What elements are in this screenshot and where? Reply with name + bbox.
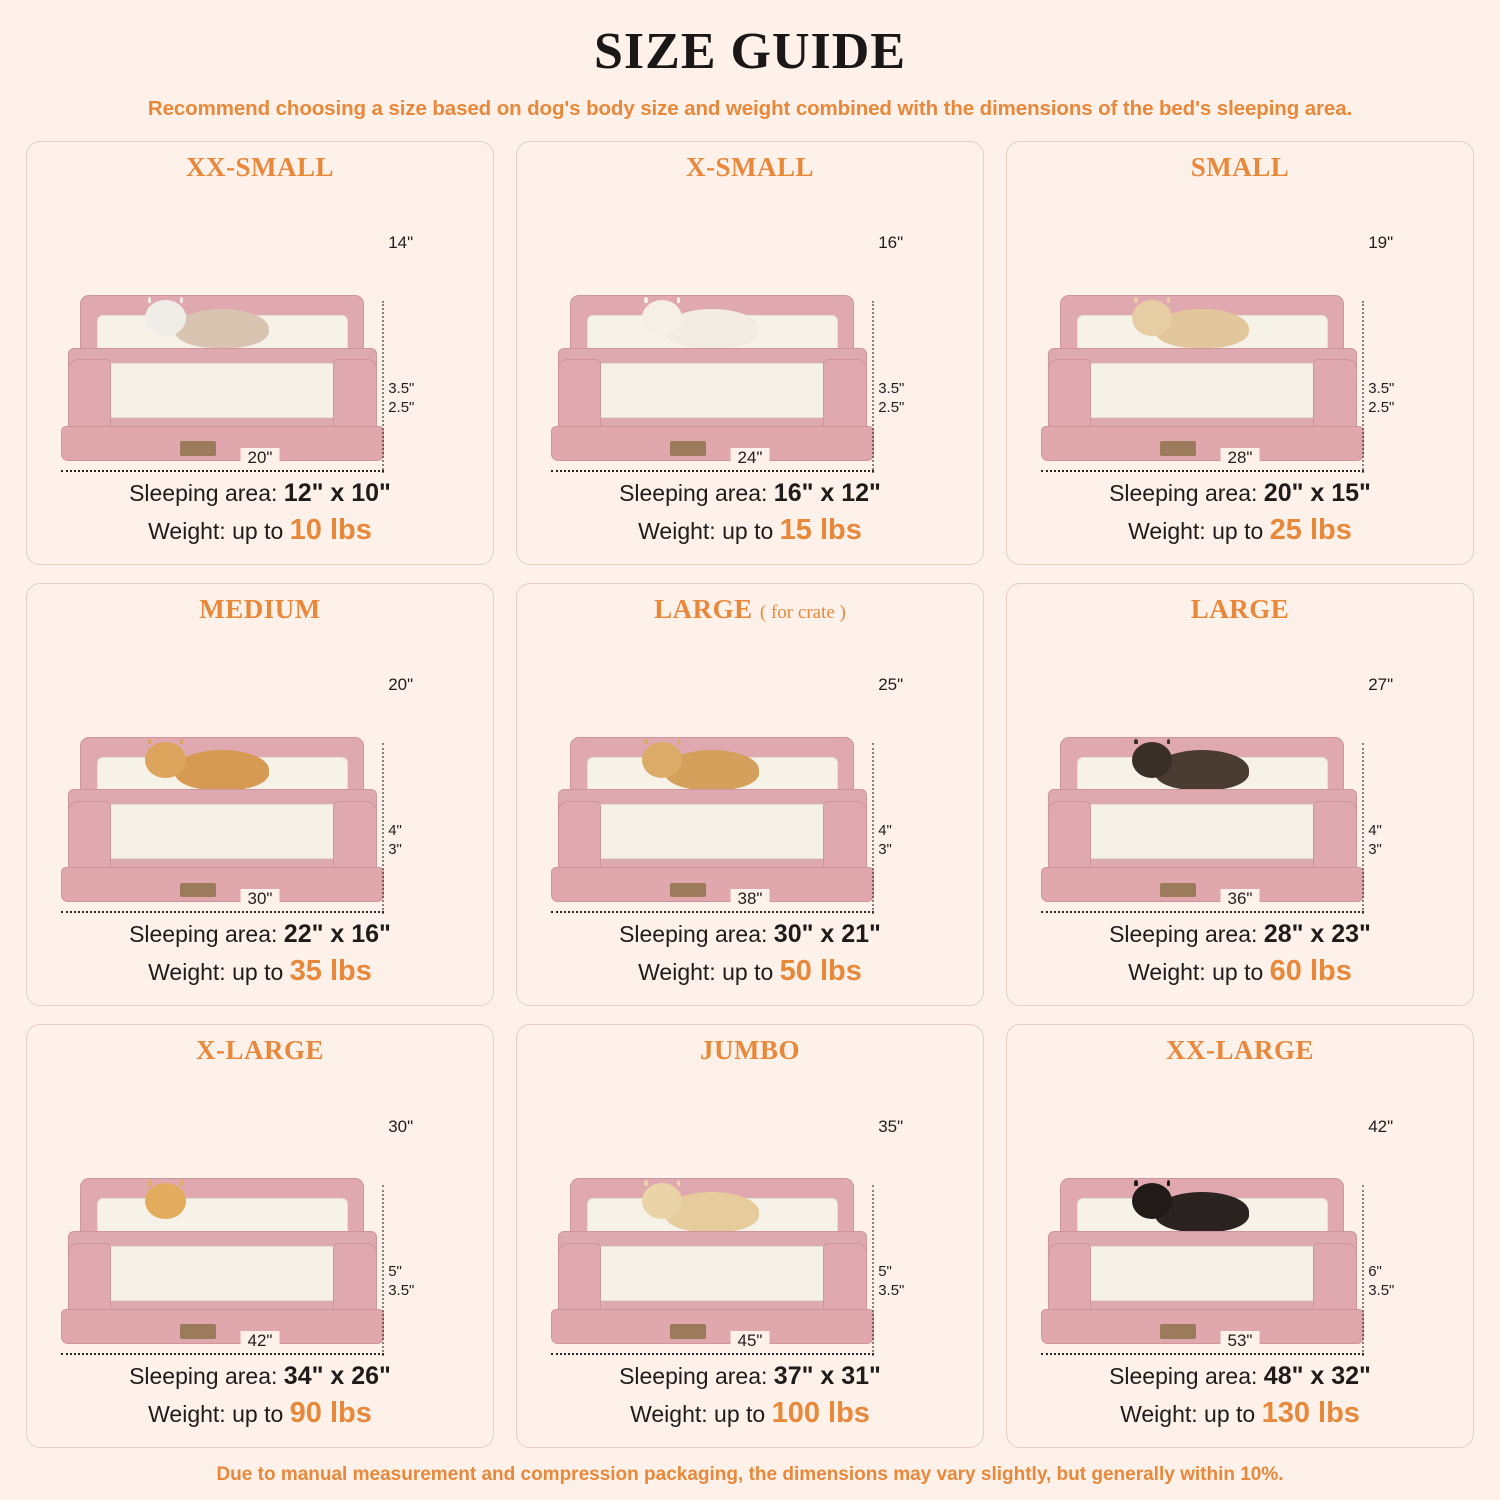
- size-card-title: [1166, 1035, 1314, 1066]
- sleeping-area-label: Sleeping area:: [129, 1363, 278, 1390]
- weight-label: Weight:: [148, 959, 226, 986]
- bed-bolster-right: [823, 359, 867, 434]
- weight-up-to: up to: [722, 959, 774, 986]
- size-card: [1006, 141, 1474, 565]
- pet-head: [145, 1183, 185, 1219]
- bolster-height-dimension: 3.5": [1368, 379, 1395, 397]
- depth-dimension: 30": [388, 1116, 414, 1136]
- bed-bolster-right: [1313, 801, 1357, 876]
- base-height-dimension: 3.5": [878, 1282, 905, 1300]
- brand-tag: [1160, 883, 1195, 898]
- weight-label: Weight:: [638, 959, 716, 986]
- bolster-height-dimension: 4": [878, 821, 892, 839]
- footer-note: Due to manual measurement and compression packaging, the dimensions may vary slightly, but generally within 10%.: [216, 1464, 1284, 1485]
- size-card-title: [196, 1035, 324, 1066]
- weight-value: 90 lbs: [289, 1396, 372, 1429]
- sleeping-area-label: Sleeping area:: [619, 479, 768, 506]
- depth-dimension: 14": [388, 233, 414, 253]
- pet-ear-right: [677, 1180, 680, 1186]
- size-card-title: [654, 594, 846, 625]
- width-dimension: 24": [731, 448, 770, 468]
- sleeping-area-line: [1019, 918, 1461, 952]
- dimension-guide-line: [1362, 1185, 1364, 1356]
- weight-value: 15 lbs: [779, 513, 862, 546]
- dimension-guide-line: [872, 743, 874, 914]
- width-dimension-line: [1041, 470, 1364, 473]
- base-height-dimension: 3.5": [1368, 1282, 1395, 1300]
- weight-label: Weight:: [1128, 959, 1206, 986]
- bolster-height-dimension: 6": [1368, 1263, 1382, 1281]
- size-card: [26, 141, 494, 565]
- weight-line: [39, 952, 481, 991]
- depth-dimension: 19": [1368, 233, 1394, 253]
- size-card-title: [686, 152, 814, 183]
- dog-bed-graphic: [551, 1178, 874, 1344]
- pet-ear-right: [677, 297, 680, 303]
- bolster-height-dimension: 4": [1368, 821, 1382, 839]
- sleeping-area-line: [1019, 1360, 1461, 1394]
- width-dimension-line: [61, 1353, 384, 1356]
- dimension-annotations: [1368, 231, 1452, 420]
- bed-base: [61, 867, 384, 902]
- bed-mattress: [106, 363, 338, 418]
- sleeping-area-value: 12" x 10": [283, 478, 391, 507]
- bed-mattress: [596, 363, 828, 418]
- pet-ear-right: [180, 1180, 183, 1186]
- bed-base: [1041, 867, 1364, 902]
- bed-bolster-right: [1313, 359, 1357, 434]
- weight-value: 130 lbs: [1261, 1396, 1360, 1429]
- depth-dimension: 42": [1368, 1116, 1394, 1136]
- brand-tag: [180, 1324, 215, 1339]
- sleeping-area-line: [529, 1360, 971, 1394]
- weight-line: [1019, 1394, 1461, 1433]
- size-name: X-LARGE: [195, 1035, 324, 1066]
- size-name: XX-LARGE: [1165, 1035, 1314, 1066]
- brand-tag: [670, 883, 705, 898]
- weight-line: [39, 1394, 481, 1433]
- pet-head: [145, 300, 185, 336]
- width-dimension-line: [551, 470, 874, 473]
- width-dimension: 30": [241, 889, 280, 909]
- size-specs: [529, 918, 971, 991]
- weight-label: Weight:: [148, 1400, 226, 1427]
- pet-ear-left: [148, 1180, 151, 1186]
- dimension-annotations: [878, 231, 962, 420]
- size-specs: [1019, 918, 1461, 991]
- page-subtitle: Recommend choosing a size based on dog's body size and weight combined with the dimensions of the bed's sleeping area.: [147, 97, 1353, 120]
- base-height-dimension: 3": [1368, 840, 1382, 858]
- dimension-annotations: [1368, 672, 1452, 861]
- weight-line: [1019, 952, 1461, 991]
- pet-ear-left: [1134, 739, 1137, 745]
- bed-bolster-left: [558, 801, 602, 876]
- weight-up-to: up to: [232, 959, 284, 986]
- bed-illustration: [39, 185, 481, 471]
- weight-value: 100 lbs: [771, 1396, 870, 1429]
- width-dimension-line: [61, 470, 384, 473]
- width-dimension: 42": [241, 1331, 280, 1351]
- bed-bolster-left: [558, 359, 602, 434]
- size-specs: [1019, 1360, 1461, 1433]
- pet-head: [642, 300, 682, 336]
- brand-tag: [1160, 441, 1195, 456]
- bed-base: [551, 426, 874, 461]
- sleeping-area-label: Sleeping area:: [619, 921, 768, 948]
- size-specs: [39, 918, 481, 991]
- weight-line: [529, 952, 971, 991]
- bed-bolster-right: [333, 801, 377, 876]
- size-card-grid: [26, 141, 1474, 1448]
- brand-tag: [670, 441, 705, 456]
- bed-illustration: [1019, 185, 1461, 471]
- bed-base: [61, 426, 384, 461]
- bed-bolster-right: [333, 359, 377, 434]
- pet-head: [145, 742, 185, 778]
- sleeping-area-line: [39, 918, 481, 952]
- sleeping-area-value: 48" x 32": [1263, 1362, 1371, 1391]
- dimension-annotations: [878, 672, 962, 861]
- dimension-guide-line: [382, 743, 384, 914]
- weight-value: 60 lbs: [1269, 955, 1352, 988]
- width-dimension-line: [61, 911, 384, 914]
- width-dimension-line: [551, 911, 874, 914]
- sleeping-area-value: 22" x 16": [283, 920, 391, 949]
- weight-up-to: up to: [1204, 1400, 1256, 1427]
- size-name: LARGE: [654, 593, 753, 624]
- depth-dimension: 27": [1368, 674, 1394, 694]
- sleeping-area-value: 16" x 12": [773, 478, 881, 507]
- bed-illustration: [529, 627, 971, 913]
- sleeping-area-label: Sleeping area:: [619, 1363, 768, 1390]
- bed-base: [61, 1309, 384, 1344]
- size-card: [516, 141, 984, 565]
- weight-label: Weight:: [630, 1400, 708, 1427]
- bed-bolster-left: [1048, 801, 1092, 876]
- pet-head: [642, 742, 682, 778]
- sleeping-area-value: 34" x 26": [283, 1362, 391, 1391]
- sleeping-area-line: [529, 918, 971, 952]
- weight-up-to: up to: [722, 517, 774, 544]
- width-dimension: 20": [241, 448, 280, 468]
- size-name: X-SMALL: [685, 152, 814, 182]
- dimension-annotations: [1368, 1114, 1452, 1303]
- dog-bed-graphic: [1041, 295, 1364, 461]
- weight-up-to: up to: [232, 1400, 284, 1427]
- bed-base: [1041, 1309, 1364, 1344]
- size-name: JUMBO: [700, 1035, 800, 1066]
- depth-dimension: 35": [878, 1116, 904, 1136]
- sleeping-area-line: [1019, 477, 1461, 511]
- weight-line: [529, 1394, 971, 1433]
- sleeping-area-value: 30" x 21": [773, 920, 881, 949]
- width-dimension-line: [551, 1353, 874, 1356]
- width-dimension: 36": [1221, 889, 1260, 909]
- bolster-height-dimension: 3.5": [388, 379, 415, 397]
- bolster-height-dimension: 5": [878, 1263, 892, 1281]
- sleeping-area-line: [529, 477, 971, 511]
- base-height-dimension: 3.5": [388, 1282, 415, 1300]
- pet-ear-right: [1167, 739, 1170, 745]
- bed-mattress: [1086, 363, 1318, 418]
- bed-mattress: [596, 804, 828, 859]
- pet-ear-left: [148, 297, 151, 303]
- base-height-dimension: 3": [388, 840, 402, 858]
- size-card: [1006, 1024, 1474, 1448]
- weight-value: 25 lbs: [1269, 513, 1352, 546]
- bed-bolster-left: [1048, 359, 1092, 434]
- weight-label: Weight:: [1120, 1400, 1198, 1427]
- dog-bed-graphic: [1041, 737, 1364, 903]
- bed-bolster-right: [1313, 1243, 1357, 1318]
- weight-line: [529, 511, 971, 550]
- bed-bolster-left: [558, 1243, 602, 1318]
- pet-ear-left: [644, 1180, 647, 1186]
- bed-illustration: [39, 1068, 481, 1354]
- brand-tag: [180, 883, 215, 898]
- dog-bed-graphic: [61, 737, 384, 903]
- sleeping-area-value: 28" x 23": [1263, 920, 1371, 949]
- width-dimension-line: [1041, 1353, 1364, 1356]
- pet-head: [1132, 300, 1172, 336]
- size-specs: [39, 477, 481, 550]
- bed-illustration: [1019, 627, 1461, 913]
- weight-value: 50 lbs: [779, 955, 862, 988]
- size-card-title: [1191, 152, 1290, 183]
- bed-bolster-right: [823, 801, 867, 876]
- weight-value: 10 lbs: [289, 513, 372, 546]
- width-dimension: 53": [1221, 1331, 1260, 1351]
- pet-ear-right: [180, 297, 183, 303]
- dog-bed-graphic: [1041, 1178, 1364, 1344]
- bed-mattress: [1086, 804, 1318, 859]
- brand-tag: [1160, 1324, 1195, 1339]
- brand-tag: [180, 441, 215, 456]
- dimension-guide-line: [872, 1185, 874, 1356]
- pet-body: [175, 1192, 269, 1232]
- pet-ear-left: [1134, 1180, 1137, 1186]
- size-name-suffix: ( for crate ): [759, 601, 846, 623]
- size-specs: [39, 1360, 481, 1433]
- bolster-height-dimension: 5": [388, 1263, 402, 1281]
- size-card: [1006, 583, 1474, 1007]
- bed-base: [551, 867, 874, 902]
- pet-ear-right: [1167, 297, 1170, 303]
- dog-bed-graphic: [61, 295, 384, 461]
- size-specs: [1019, 477, 1461, 550]
- sleeping-area-label: Sleeping area:: [129, 479, 278, 506]
- bed-bolster-left: [68, 359, 112, 434]
- bed-bolster-left: [68, 801, 112, 876]
- dog-bed-graphic: [61, 1178, 384, 1344]
- bed-bolster-right: [333, 1243, 377, 1318]
- size-card: [516, 583, 984, 1007]
- dimension-guide-line: [872, 301, 874, 472]
- weight-up-to: up to: [1212, 517, 1264, 544]
- sleeping-area-label: Sleeping area:: [1109, 921, 1258, 948]
- pet-ear-left: [1134, 297, 1137, 303]
- sleeping-area-value: 37" x 31": [773, 1362, 881, 1391]
- size-card-title: [186, 152, 334, 183]
- base-height-dimension: 2.5": [878, 398, 905, 416]
- bed-bolster-right: [823, 1243, 867, 1318]
- bed-base: [1041, 426, 1364, 461]
- pet-ear-left: [644, 739, 647, 745]
- size-card-title: [700, 1035, 800, 1066]
- bolster-height-dimension: 4": [388, 821, 402, 839]
- dimension-annotations: [388, 672, 472, 861]
- sleeping-area-line: [39, 1360, 481, 1394]
- size-name: SMALL: [1190, 152, 1290, 182]
- pet-body: [175, 309, 269, 349]
- width-dimension: 28": [1221, 448, 1260, 468]
- size-card-title: [1191, 594, 1290, 625]
- dimension-guide-line: [382, 1185, 384, 1356]
- bolster-height-dimension: 3.5": [878, 379, 905, 397]
- dimension-guide-line: [1362, 743, 1364, 914]
- size-card: [26, 583, 494, 1007]
- page-title: SIZE GUIDE: [594, 23, 906, 80]
- base-height-dimension: 2.5": [388, 398, 415, 416]
- dimension-guide-line: [1362, 301, 1364, 472]
- dimension-annotations: [388, 231, 472, 420]
- size-card: [516, 1024, 984, 1448]
- brand-tag: [670, 1324, 705, 1339]
- bed-illustration: [39, 627, 481, 913]
- pet-ear-left: [644, 297, 647, 303]
- sleeping-area-label: Sleeping area:: [1109, 479, 1258, 506]
- base-height-dimension: 2.5": [1368, 398, 1395, 416]
- bed-bolster-left: [1048, 1243, 1092, 1318]
- bed-base: [551, 1309, 874, 1344]
- size-name: LARGE: [1190, 593, 1290, 624]
- dimension-guide-line: [382, 301, 384, 472]
- width-dimension: 45": [731, 1331, 770, 1351]
- pet-ear-right: [1167, 1180, 1170, 1186]
- size-card-title: [199, 594, 320, 625]
- width-dimension: 38": [731, 889, 770, 909]
- pet-ear-right: [677, 739, 680, 745]
- width-dimension-line: [1041, 911, 1364, 914]
- bed-mattress: [106, 1246, 338, 1301]
- bed-bolster-left: [68, 1243, 112, 1318]
- bed-illustration: [529, 185, 971, 471]
- size-name: XX-SMALL: [185, 152, 334, 182]
- depth-dimension: 25": [878, 674, 904, 694]
- depth-dimension: 16": [878, 233, 904, 253]
- bed-mattress: [106, 804, 338, 859]
- depth-dimension: 20": [388, 674, 414, 694]
- size-specs: [529, 477, 971, 550]
- bed-mattress: [596, 1246, 828, 1301]
- sleeping-area-label: Sleeping area:: [1109, 1363, 1258, 1390]
- sleeping-area-value: 20" x 15": [1263, 478, 1371, 507]
- weight-up-to: up to: [232, 517, 284, 544]
- weight-label: Weight:: [1128, 517, 1206, 544]
- base-height-dimension: 3": [878, 840, 892, 858]
- sleeping-area-label: Sleeping area:: [129, 921, 278, 948]
- dog-bed-graphic: [551, 737, 874, 903]
- weight-line: [39, 511, 481, 550]
- weight-up-to: up to: [1212, 959, 1264, 986]
- pet-head: [1132, 742, 1172, 778]
- weight-line: [1019, 511, 1461, 550]
- dimension-annotations: [388, 1114, 472, 1303]
- pet-ear-left: [148, 739, 151, 745]
- weight-value: 35 lbs: [289, 955, 372, 988]
- size-specs: [529, 1360, 971, 1433]
- dog-bed-graphic: [551, 295, 874, 461]
- size-name: MEDIUM: [199, 593, 321, 624]
- bed-illustration: [529, 1068, 971, 1354]
- weight-label: Weight:: [638, 517, 716, 544]
- pet-ear-right: [180, 739, 183, 745]
- sleeping-area-line: [39, 477, 481, 511]
- weight-up-to: up to: [714, 1400, 766, 1427]
- bed-illustration: [1019, 1068, 1461, 1354]
- pet-body: [175, 750, 269, 790]
- bed-mattress: [1086, 1246, 1318, 1301]
- size-card: [26, 1024, 494, 1448]
- weight-label: Weight:: [148, 517, 226, 544]
- dimension-annotations: [878, 1114, 962, 1303]
